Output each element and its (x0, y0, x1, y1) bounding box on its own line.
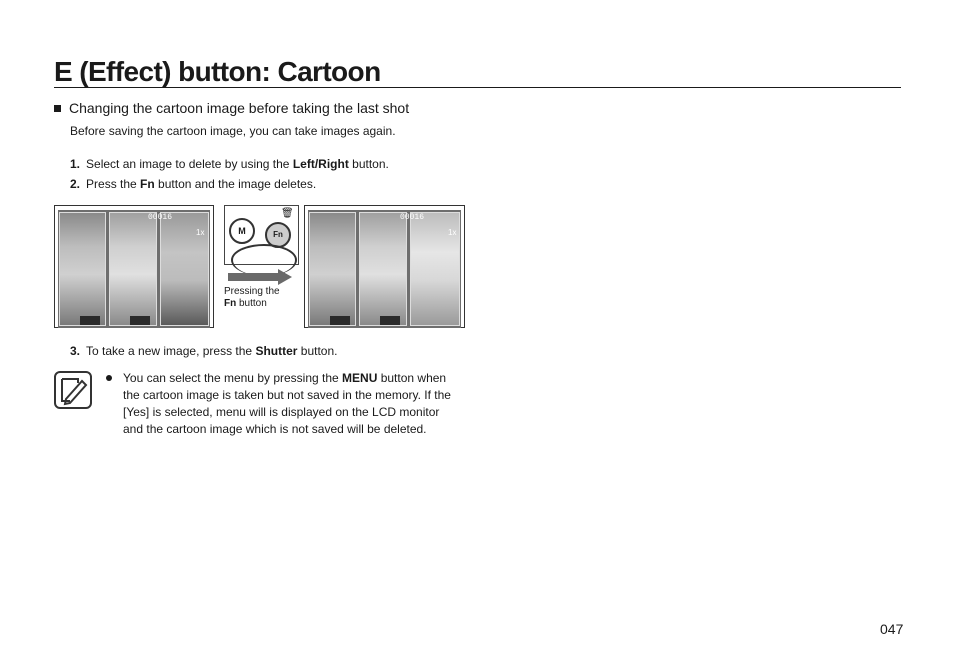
page-number: 047 (880, 621, 904, 637)
pencil-note-icon (54, 371, 92, 409)
trash-icon: 🗑 (281, 208, 294, 219)
title-divider (54, 87, 901, 88)
fn-button-icon: Fn (265, 222, 291, 248)
step-2: 2. Press the Fn button and the image deletes. (70, 177, 317, 191)
status-bar-segment (130, 316, 150, 325)
shot-counter: 00016 (400, 213, 425, 222)
cartoon-shot-1 (309, 212, 356, 326)
page-title: E (Effect) button: Cartoon (54, 56, 381, 87)
section-heading: Changing the cartoon image before taking the last shot (54, 100, 409, 117)
step-3: 3. To take a new image, press the Shutter button. (70, 344, 338, 358)
note-text: You can select the menu by pressing the MENU button when the cartoon image is taken but not saved in the memory. If the [Yes] is selected, menu will is displayed on the LCD monitor and the cartoon image which is not saved will be deleted. (106, 370, 456, 438)
menu-button-icon: M (229, 218, 255, 244)
camera-screen-before (54, 205, 214, 328)
shot-counter: 00016 (148, 213, 173, 222)
right-arrow-icon (228, 269, 294, 285)
lcd-display (58, 210, 210, 328)
cartoon-shot-1 (59, 212, 106, 326)
square-bullet-icon (54, 105, 61, 112)
lcd-display (308, 210, 461, 328)
status-bar-segment (330, 316, 350, 325)
cartoon-shot-2 (109, 212, 157, 326)
cartoon-shot-2 (359, 212, 407, 326)
intro-text: Before saving the cartoon image, you can take images again. (70, 124, 396, 138)
status-bar-segment (380, 316, 400, 325)
zoom-indicator: 1x (196, 228, 205, 237)
status-bar-segment (80, 316, 100, 325)
zoom-indicator: 1x (448, 228, 457, 237)
bullet-dot-icon (106, 375, 112, 381)
camera-screen-after (304, 205, 465, 328)
camera-buttons-diagram (224, 205, 299, 265)
step-1: 1. Select an image to delete by using the Left/Right button. (70, 157, 389, 171)
arrow-caption: Pressing the Fn button (224, 286, 280, 309)
